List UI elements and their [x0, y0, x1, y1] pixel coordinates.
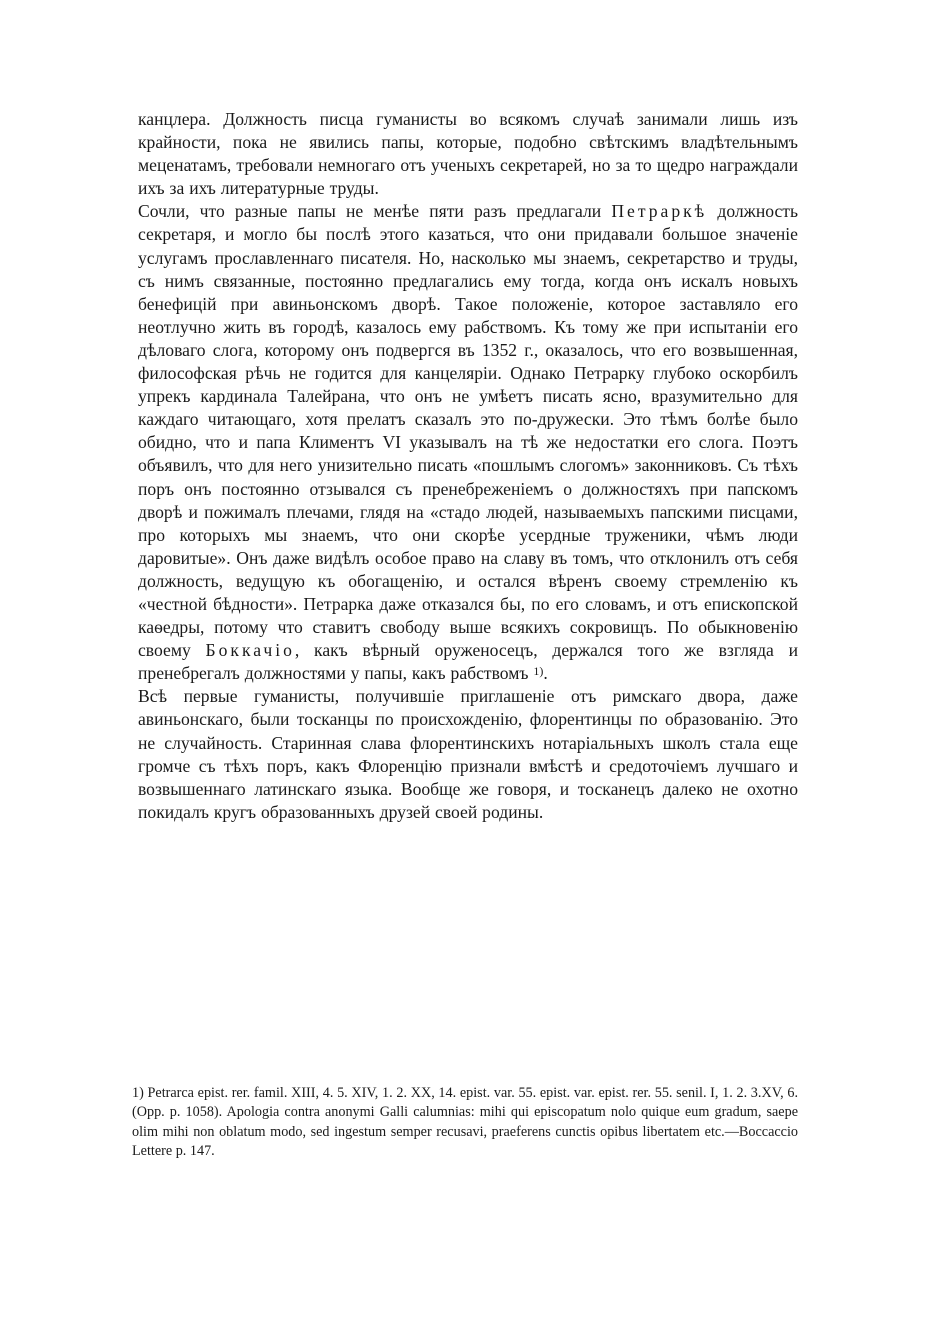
- name-petrarca: Петраркѣ: [611, 201, 708, 222]
- name-boccaccio: Боккачіо: [205, 640, 295, 661]
- paragraph-2-text-after: должность секретаря, и могло бы послѣ этого казаться, что они придавали большое значеніе услугамъ прославленнаго писателя. Но, насколько мы знаемъ, секретарство и труды, съ нимъ связанные, постоянно предлагались ему тогда, когда онъ искалъ новыхъ бенефицій при авиньонскомъ дворѣ. Такое положеніе, которое заставляло его неотлучно жить въ городѣ, казалось ему рабствомъ. Къ тому же при испытаніи его дѣловаго слога, которому онъ подвергся въ 1352 г., оказалось, что его возвышенная, философская рѣчь не годится для канцеляріи. Однако Петрарку глубоко оскорбилъ упрекъ кардинала Талейрана, что онъ не умѣетъ писать ясно, вразумительно для каждаго читающаго, хотя прелатъ сказалъ это по-дружески. Это тѣмъ болѣе было обидно, что и папа Климентъ VI указывалъ на тѣ же недостатки его слога. Поэтъ объявилъ, что для него унизительно писать «пошлымъ слогомъ» законниковъ. Съ тѣхъ поръ онъ постоянно отзывался съ пренебреженіемъ о должностяхъ при папскомъ дворѣ и пожималъ плечами, глядя на «стадо людей, называемыхъ папскими писцами, про которыхъ мы знаемъ, что они скорѣе усердные труженики, чѣмъ люди даровитые». Онъ даже видѣлъ особое право на славу въ томъ, что отклонилъ отъ себя должность, ведущую къ обогащенію, и остался вѣренъ своему стремленію къ «честной бѣдности». Петрарка даже отказался бы, по его словамъ, и отъ епископской каѳедры, потому что ставитъ свободу выше всякихъ сокровищъ. По обыкновенію своему: [138, 201, 798, 661]
- paragraph-3: [138, 685, 798, 824]
- paragraph-2-text-before: Сочли, что разные папы не менѣе пяти разъ предлагали: [138, 201, 612, 222]
- footnote-block: [132, 1084, 798, 1162]
- footnote-text: 1) Petrarca epist. rer. famil. XIII, 4. 5. XIV, 1. 2. XX, 14. epist. var. 55. epist. var. epist. rer. 55. senil. I, 1. 2. 3.XV, 6. (Opp. p. 1058). Apologia contra anonymi Galli calumnias: mihi qui episcopatum nolo quique eum gradum, saepe olim mihi non oblatum modo, sed ingestum semper recusavi, praeferens cunctis opibus libertatem etc.—Boccaccio Lettere p. 147.: [132, 1085, 798, 1160]
- paragraph-2-text-end: , какъ вѣрный оруженосецъ, держался того же взгляда и пренебрегалъ должностями у папы, какъ рабствомъ: [138, 640, 798, 684]
- body-text: [138, 108, 798, 824]
- footnote-reference[interactable]: 1): [533, 664, 544, 679]
- paragraph-2-tail: .: [543, 663, 548, 684]
- paragraph-2: [138, 200, 798, 685]
- paragraph-1: [138, 108, 798, 200]
- paragraph-3-text: Всѣ первые гуманисты, получившіе приглашеніе отъ римскаго двора, даже авиньонскаго, были тосканцы по происхожденію, флорентинцы по образованію. Это не случайность. Старинная слава флорентинскихъ нотаріальныхъ школъ стала еще громче съ тѣхъ поръ, какъ Флоренцію признали вмѣстѣ и средоточіемъ лучшаго и возвышеннаго латинскаго языка. Вообще же говоря, и тосканецъ далеко не охотно покидалъ кругъ образованныхъ друзей своей родины.: [138, 686, 798, 822]
- paragraph-1-text: канцлера. Должность писца гуманисты во всякомъ случаѣ занимали лишь изъ крайности, пока не явились папы, которые, подобно свѣтскимъ владѣтельнымъ меценатамъ, требовали немногаго отъ ученыхъ секретарей, но за то щедро награждали ихъ за ихъ литературные труды.: [138, 109, 798, 199]
